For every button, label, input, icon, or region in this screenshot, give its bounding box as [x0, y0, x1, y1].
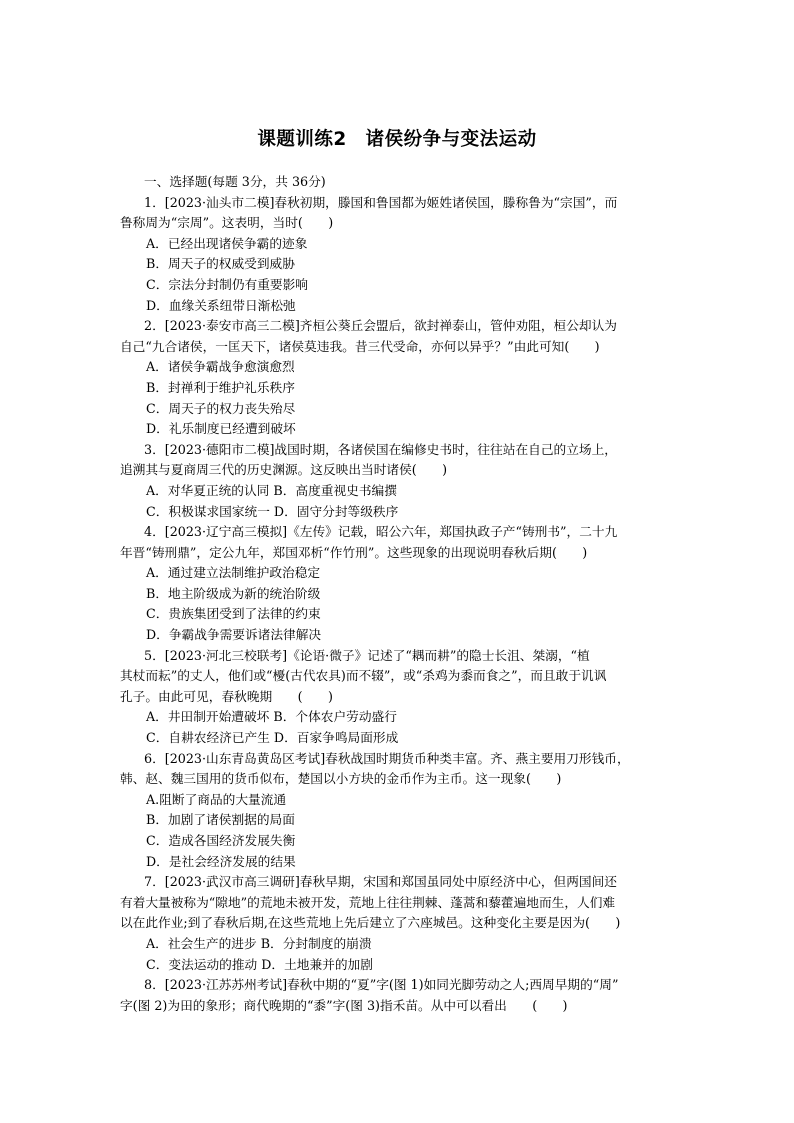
answer-option: B．地主阶级成为新的统治阶级 [146, 585, 321, 601]
question-stem-line: 年晋“铸刑鼎”，定公九年，郑国邓析“作竹刑”。这些现象的出现说明春秋后期( ) [120, 544, 588, 560]
question-1 [120, 193, 675, 317]
answer-option: C．贵族集团受到了法律的约束 [146, 606, 321, 622]
answer-option: B．加剧了诸侯割据的局面 [146, 812, 295, 828]
question-stem-line: 追溯其与夏商周三代的历史渊源。这反映出当时诸侯( ) [120, 462, 448, 478]
question-stem-line: 字(图 2)为田的象形；商代晚期的“黍”字(图 3)指禾苗。从中可以看出 ( ) [120, 997, 568, 1013]
answer-option: A．社会生产的进步 B．分封制度的崩溃 [146, 935, 372, 951]
answer-option: C．积极谋求国家统一 D．固守分封等级秩序 [146, 503, 399, 519]
question-stem-line: 以在此作业;到了春秋后期,在这些荒地上先后建立了六座城邑。这种变化主要是因为( ) [120, 915, 621, 931]
answer-option: C．变法运动的推动 D．土地兼并的加剧 [146, 956, 373, 972]
question-6 [120, 749, 675, 873]
question-8 [120, 975, 675, 1016]
answer-option: D．礼乐制度已经遭到破坏 [146, 421, 296, 437]
question-stem-line: 2．[2023·泰安市高三二模]齐桓公葵丘会盟后，欲封禅泰山，管仲劝阻，桓公却认为 [144, 318, 617, 334]
answer-option: A.阻断了商品的大量流通 [146, 791, 287, 807]
answer-option: C．宗法分封制仍有重要影响 [146, 276, 308, 292]
question-7 [120, 872, 675, 975]
answer-option: C．造成各国经济发展失衡 [146, 833, 296, 848]
question-stem-line: 韩、赵、魏三国用的货币似布，楚国以小方块的金币作为主币。这一现象( ) [120, 771, 562, 787]
question-5 [120, 646, 675, 749]
page-title: 课题训练2 诸侯纷争与变法运动 [257, 129, 537, 150]
document-body [120, 172, 675, 1016]
answer-option: B．周天子的权威受到威胁 [146, 256, 295, 272]
question-stem-line: 有着大量被称为“隙地”的荒地未被开发，荒地上往往荆棘、蓬蒿和藜藿遍地而生，人们难 [120, 894, 616, 910]
answer-option: D．争霸战争需要诉诸法律解决 [146, 627, 322, 643]
answer-option: C．自耕农经济已产生 D．百家争鸣局面形成 [146, 730, 399, 746]
question-stem-line: 自己“九合诸侯，一匡天下，诸侯莫违我。昔三代受命，亦何以异乎？”由此可知( ) [120, 338, 600, 354]
answer-option: A．对华夏正统的认同 B．高度重视史书编撰 [146, 482, 397, 498]
section-heading: 一、选择题(每题 3分，共 36分) [144, 174, 326, 189]
question-stem-line: 其杖而耘”的丈人，他们或“櫌(古代农具)而不辍”，或“杀鸡为黍而食之”，而且敢于讥讽 [120, 668, 607, 684]
question-stem-line: 3．[2023·德阳市二模]战国时期，各诸侯国在编修史书时，往往站在自己的立场上， [144, 441, 617, 457]
answer-option: D．血缘关系纽带日渐松弛 [146, 297, 296, 313]
question-stem-line: 鲁称周为“宗周”。这表明，当时( ) [120, 215, 334, 231]
answer-option: D．是社会经济发展的结果 [146, 853, 296, 869]
answer-option: A．井田制开始遭破坏 B．个体农户劳动盛行 [146, 709, 397, 725]
answer-option: C．周天子的权力丧失殆尽 [146, 400, 296, 416]
question-4 [120, 522, 675, 646]
question-stem-line: 6．[2023·山东青岛黄岛区考试]春秋战国时期货币种类丰富。齐、燕主要用刀形钱币， [144, 750, 630, 766]
question-stem-line: 1．[2023·汕头市二模]春秋初期，滕国和鲁国都为姬姓诸侯国，滕称鲁为“宗国”，而 [144, 194, 618, 210]
answer-option: A．诸侯争霸战争愈演愈烈 [146, 359, 295, 375]
question-list [120, 193, 675, 1017]
question-stem-line: 8．[2023·江苏苏州考试]春秋中期的“夏”字(图 1)如同光脚劳动之人;西周早期的“周” [144, 977, 619, 993]
question-stem-line: 5．[2023·河北三校联考]《论语·微子》记述了“耦而耕”的隐士长沮、桀溺，“植 [144, 647, 590, 663]
question-stem-line: 4．[2023·辽宁高三模拟]《左传》记载，昭公六年，郑国执政子产“铸刑书”，二十九 [144, 524, 618, 540]
answer-option: B．封禅利于维护礼乐秩序 [146, 379, 295, 395]
answer-option: A．通过建立法制维护政治稳定 [146, 565, 321, 581]
question-stem-line: 孔子。由此可见，春秋晚期 ( ) [120, 688, 333, 704]
question-stem-line: 7．[2023·武汉市高三调研]春秋早期，宋国和郑国虽同处中原经济中心，但两国间还 [144, 874, 617, 890]
question-2 [120, 316, 675, 440]
answer-option: A．已经出现诸侯争霸的迹象 [146, 235, 308, 251]
question-3 [120, 440, 675, 522]
